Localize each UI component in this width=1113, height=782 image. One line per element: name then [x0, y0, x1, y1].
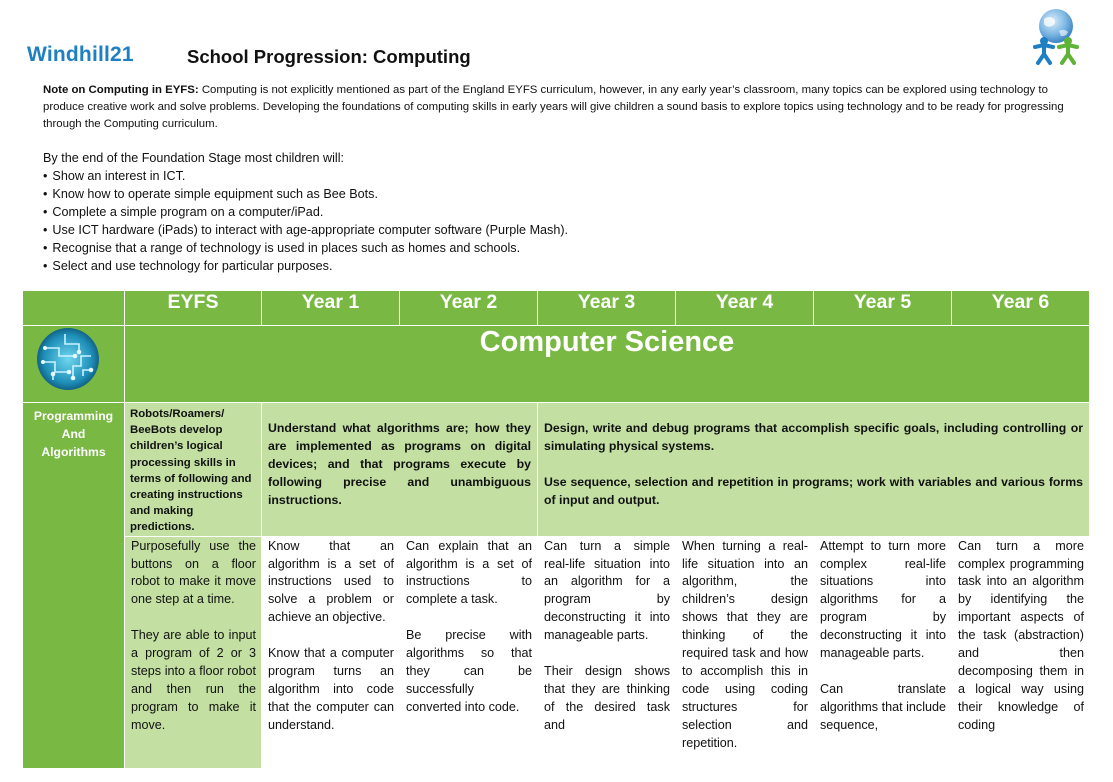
detail-year1 — [262, 536, 400, 768]
objective-ks2-text-1: Design, write and debug programs that accomplish specific goals, including controlling or simulating physical systems. — [544, 421, 1083, 453]
progression-table — [22, 290, 1090, 769]
detail-paragraph: Can translate algorithms that include sequence, — [820, 681, 947, 732]
detail-paragraph: When turning a real-life situation into an algorithm, the children’s design shows that they are thinking of the required task and how to accomplish this in code using coding structures for selection and repetition. — [682, 538, 808, 750]
detail-year6 — [952, 536, 1090, 768]
strand-label: Programming And Algorithms — [23, 403, 125, 769]
eyfs-note — [43, 82, 1073, 133]
list-item: • Know how to operate simple equipment such as Bee Bots. — [43, 185, 568, 203]
circuit-board-icon — [35, 326, 101, 392]
section-icon-cell — [23, 326, 125, 403]
detail-paragraph: Can explain that an algorithm is a set of instructions to complete a task. — [406, 538, 532, 607]
document-title: School Progression: Computing — [187, 46, 471, 67]
section-row — [23, 326, 1090, 403]
detail-paragraph: Be precise with algorithms so that they can be successfully converted into code. — [406, 628, 532, 714]
column-header-year4: Year 4 — [676, 291, 814, 326]
detail-paragraph: Purposefully use the buttons on a floor robot to make it move one step at a time. — [131, 538, 256, 607]
objective-ks2-text-2: Use sequence, selection and repetition in programs; work with variables and various forms of input and output. — [544, 475, 1083, 507]
detail-paragraph: Know that a computer program turns an algorithm into code that the computer can understand. — [268, 646, 394, 732]
detail-year3 — [538, 536, 676, 768]
detail-paragraph: Their design shows that they are thinking of the desired task and — [544, 664, 670, 732]
detail-paragraph: Know that an algorithm is a set of instructions used to solve a problem or achieve an objective. — [268, 538, 394, 625]
objective-ks1-text: Understand what algorithms are; how they are implemented as programs on digital devices; and that programs execute by following precise and unambiguous instructions. — [268, 421, 531, 507]
detail-paragraph: They are able to input a program of 2 or 3 steps into a floor robot and then run the program to make it move. — [131, 628, 256, 732]
column-header-year5: Year 5 — [814, 291, 952, 326]
note-text: Computing is not explicitly mentioned as part of the England EYFS curriculum, however, in any early year’s classroom, many topics can be explored using technology to produce creative work and solve problems. Developing the foundations of computing skills in early years will give children a sound basis to explore topics using technology and to be ready for progressing through the Computing curriculum. — [43, 84, 1064, 130]
brand-name: Windhill21 — [27, 43, 134, 66]
section-title: Computer Science — [125, 326, 1090, 403]
list-item: • Complete a simple program on a computer/iPad. — [43, 203, 568, 221]
objective-ks2 — [538, 403, 1090, 537]
header-corner-cell — [23, 291, 125, 326]
list-item: • Recognise that a range of technology is used in places such as homes and schools. — [43, 239, 568, 257]
column-header-year2: Year 2 — [400, 291, 538, 326]
objective-eyfs: Robots/Roamers/ BeeBots develop children’s logical processing skills in terms of following and creating instructions and making predictions. — [125, 403, 262, 537]
note-label: Note on Computing in EYFS: — [43, 84, 199, 96]
details-row — [23, 536, 1090, 768]
foundation-stage-outcomes — [43, 149, 568, 275]
detail-year2 — [400, 536, 538, 768]
column-header-year3: Year 3 — [538, 291, 676, 326]
table-header-row — [23, 291, 1090, 326]
detail-paragraph: Attempt to turn more complex real-life situations into algorithms for a program by deconstructing it into manageable parts. — [820, 538, 946, 661]
objectives-row — [23, 403, 1090, 537]
detail-paragraph: Can turn a more complex programming task into an algorithm by identifying the important aspects of the task (abstraction) and then decomposing them in a logical way using their knowledge of coding — [958, 538, 1084, 732]
detail-eyfs — [125, 536, 262, 768]
column-header-year6: Year 6 — [952, 291, 1090, 326]
outcomes-list — [43, 167, 568, 275]
objective-ks1 — [262, 403, 538, 537]
globe-children-logo-icon — [1029, 7, 1083, 65]
column-header-year1: Year 1 — [262, 291, 400, 326]
detail-year5 — [814, 536, 952, 768]
list-item: • Use ICT hardware (iPads) to interact with age-appropriate computer software (Purple Mash). — [43, 221, 568, 239]
detail-paragraph: Can turn a simple real-life situation into an algorithm for a program by deconstructing it into manageable parts. — [544, 538, 670, 643]
intro-lead: By the end of the Foundation Stage most children will: — [43, 151, 345, 165]
list-item: • Select and use technology for particular purposes. — [43, 257, 568, 275]
list-item: • Show an interest in ICT. — [43, 167, 568, 185]
detail-year4 — [676, 536, 814, 768]
column-header-eyfs: EYFS — [125, 291, 262, 326]
